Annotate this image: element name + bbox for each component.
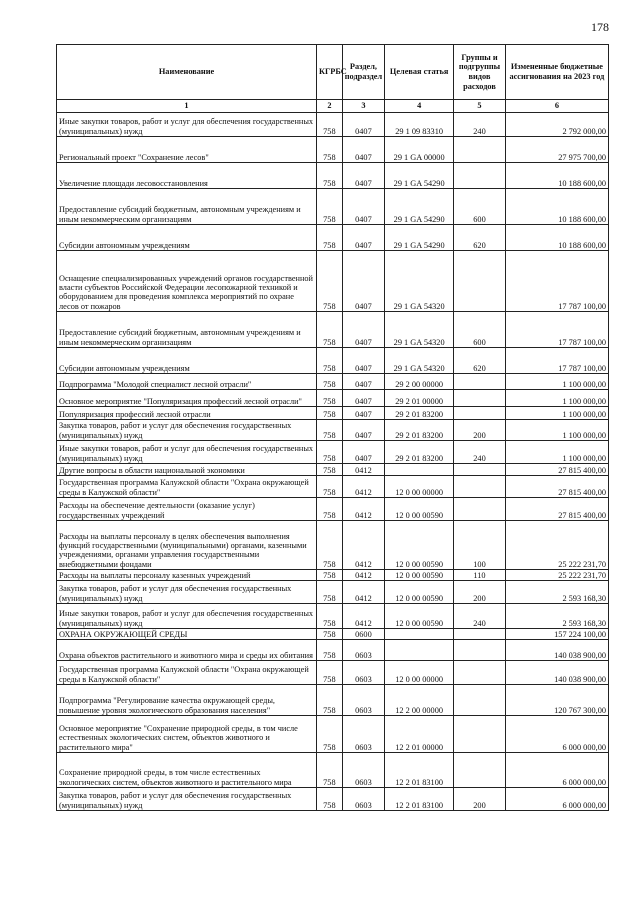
- row-kgrbs: 758: [317, 251, 343, 312]
- row-section: 0407: [342, 113, 384, 137]
- row-section: 0407: [342, 189, 384, 225]
- row-kgrbs: 758: [317, 581, 343, 604]
- row-section: 0603: [342, 788, 384, 811]
- row-target: 12 0 00 00590: [385, 570, 454, 581]
- row-amount: 17 787 100,00: [505, 312, 608, 348]
- row-name: Основное мероприятие "Сохранение природной среды, в том числе естественных экологических систем, объектов животного и растительного мира": [57, 716, 317, 753]
- row-section: 0412: [342, 570, 384, 581]
- row-target: 12 0 00 00590: [385, 521, 454, 570]
- row-target: 12 0 00 00000: [385, 661, 454, 685]
- row-name: Расходы на выплаты персоналу в целях обеспечения выполнения функций государственными (муниципальными) органами, казенными учреждениями, органами управления государственными внебюджетными фондами: [57, 521, 317, 570]
- row-group: 200: [454, 581, 506, 604]
- column-number: 2: [317, 100, 343, 113]
- row-amount: 1 100 000,00: [505, 441, 608, 464]
- header-target: Целевая статья: [385, 45, 454, 100]
- row-name: ОХРАНА ОКРУЖАЮЩЕЙ СРЕДЫ: [57, 629, 317, 640]
- row-amount: 6 000 000,00: [505, 716, 608, 753]
- table-row: [57, 788, 609, 811]
- table-row: [57, 390, 609, 407]
- row-name: Другие вопросы в области национальной экономики: [57, 464, 317, 476]
- table-row: [57, 629, 609, 640]
- table-row: [57, 640, 609, 661]
- table-row: [57, 407, 609, 420]
- row-target: 29 2 01 83200: [385, 407, 454, 420]
- row-section: 0407: [342, 137, 384, 163]
- row-group: [454, 390, 506, 407]
- table-row: [57, 189, 609, 225]
- row-kgrbs: 758: [317, 570, 343, 581]
- row-group: [454, 374, 506, 390]
- row-kgrbs: 758: [317, 137, 343, 163]
- row-group: [454, 251, 506, 312]
- table-row: [57, 476, 609, 498]
- row-name: Иные закупки товаров, работ и услуг для обеспечения государственных (муниципальных) нужд: [57, 604, 317, 629]
- row-amount: 2 792 000,00: [505, 113, 608, 137]
- row-section: 0603: [342, 753, 384, 788]
- row-target: 29 2 01 83200: [385, 441, 454, 464]
- table-row: [57, 498, 609, 521]
- header-kgrbs: КГРБС: [317, 45, 343, 100]
- row-section: 0407: [342, 251, 384, 312]
- page-number: 178: [591, 20, 609, 34]
- row-group: [454, 464, 506, 476]
- row-amount: 1 100 000,00: [505, 407, 608, 420]
- row-section: 0407: [342, 420, 384, 441]
- table-row: [57, 113, 609, 137]
- header-amount: Измененные бюджетные ассигнования на 2023 год: [505, 45, 608, 100]
- row-target: 12 2 01 83100: [385, 753, 454, 788]
- row-name: Предоставление субсидий бюджетным, автономным учреждениям и иным некоммерческим организациям: [57, 312, 317, 348]
- row-section: 0407: [342, 407, 384, 420]
- row-target: 12 0 00 00590: [385, 581, 454, 604]
- row-group: [454, 661, 506, 685]
- row-section: 0407: [342, 348, 384, 374]
- row-name: Основное мероприятие "Популяризация профессий лесной отрасли": [57, 390, 317, 407]
- row-group: [454, 407, 506, 420]
- row-amount: 10 188 600,00: [505, 189, 608, 225]
- row-kgrbs: 758: [317, 312, 343, 348]
- row-target: 29 1 GA 54320: [385, 251, 454, 312]
- row-section: 0412: [342, 498, 384, 521]
- row-group: 240: [454, 604, 506, 629]
- row-target: 12 0 00 00590: [385, 498, 454, 521]
- row-section: 0603: [342, 685, 384, 716]
- row-amount: 27 815 400,00: [505, 498, 608, 521]
- header-name: Наименование: [57, 45, 317, 100]
- row-name: Сохранение природной среды, в том числе естественных экологических систем, объектов животного и растительного мира: [57, 753, 317, 788]
- row-name: Закупка товаров, работ и услуг для обеспечения государственных (муниципальных) нужд: [57, 420, 317, 441]
- row-section: 0600: [342, 629, 384, 640]
- budget-table: [56, 44, 609, 811]
- row-target: 12 0 00 00000: [385, 476, 454, 498]
- row-group: [454, 640, 506, 661]
- row-group: 240: [454, 113, 506, 137]
- row-name: Расходы на выплаты персоналу казенных учреждений: [57, 570, 317, 581]
- row-amount: 25 222 231,70: [505, 570, 608, 581]
- row-target: 29 2 01 00000: [385, 390, 454, 407]
- row-section: 0412: [342, 521, 384, 570]
- row-amount: 1 100 000,00: [505, 420, 608, 441]
- row-amount: 157 224 100,00: [505, 629, 608, 640]
- column-number: 5: [454, 100, 506, 113]
- row-group: 620: [454, 348, 506, 374]
- row-kgrbs: 758: [317, 498, 343, 521]
- row-name: Закупка товаров, работ и услуг для обеспечения государственных (муниципальных) нужд: [57, 788, 317, 811]
- table-row: [57, 661, 609, 685]
- table-header-row: [57, 45, 609, 100]
- row-group: 600: [454, 312, 506, 348]
- row-amount: 6 000 000,00: [505, 788, 608, 811]
- row-target: 12 2 01 83100: [385, 788, 454, 811]
- row-name: Государственная программа Калужской области "Охрана окружающей среды в Калужской области": [57, 476, 317, 498]
- row-group: [454, 476, 506, 498]
- column-number: 6: [505, 100, 608, 113]
- row-name: Субсидии автономным учреждениям: [57, 348, 317, 374]
- row-target: [385, 629, 454, 640]
- row-amount: 27 975 700,00: [505, 137, 608, 163]
- row-amount: 10 188 600,00: [505, 163, 608, 189]
- row-kgrbs: 758: [317, 604, 343, 629]
- row-kgrbs: 758: [317, 685, 343, 716]
- row-amount: 140 038 900,00: [505, 640, 608, 661]
- row-section: 0412: [342, 581, 384, 604]
- row-kgrbs: 758: [317, 390, 343, 407]
- row-amount: 17 787 100,00: [505, 348, 608, 374]
- table-row: [57, 753, 609, 788]
- row-group: [454, 753, 506, 788]
- column-number-row: [57, 100, 609, 113]
- row-name: Государственная программа Калужской области "Охрана окружающей среды в Калужской области": [57, 661, 317, 685]
- row-target: 29 1 09 83310: [385, 113, 454, 137]
- header-group: Группы и подгруппы видов расходов: [454, 45, 506, 100]
- row-group: 620: [454, 225, 506, 251]
- row-name: Подпрограмма "Регулирование качества окружающей среды, повышение уровня экологического образования населения": [57, 685, 317, 716]
- row-kgrbs: 758: [317, 225, 343, 251]
- row-group: 200: [454, 788, 506, 811]
- table-row: [57, 464, 609, 476]
- row-target: 29 1 GA 54320: [385, 348, 454, 374]
- row-name: Иные закупки товаров, работ и услуг для обеспечения государственных (муниципальных) нужд: [57, 113, 317, 137]
- row-group: 200: [454, 420, 506, 441]
- row-kgrbs: 758: [317, 476, 343, 498]
- row-target: 29 1 GA 54320: [385, 312, 454, 348]
- row-kgrbs: 758: [317, 374, 343, 390]
- table-row: [57, 374, 609, 390]
- row-group: [454, 629, 506, 640]
- row-kgrbs: 758: [317, 716, 343, 753]
- table-row: [57, 521, 609, 570]
- column-number: 3: [342, 100, 384, 113]
- row-group: [454, 716, 506, 753]
- row-name: Предоставление субсидий бюджетным, автономным учреждениям и иным некоммерческим организациям: [57, 189, 317, 225]
- row-name: Региональный проект "Сохранение лесов": [57, 137, 317, 163]
- row-kgrbs: 758: [317, 629, 343, 640]
- row-group: 600: [454, 189, 506, 225]
- table-row: [57, 685, 609, 716]
- row-kgrbs: 758: [317, 163, 343, 189]
- row-section: 0603: [342, 716, 384, 753]
- row-target: 12 2 00 00000: [385, 685, 454, 716]
- row-section: 0407: [342, 163, 384, 189]
- row-group: 110: [454, 570, 506, 581]
- table-row: [57, 163, 609, 189]
- row-kgrbs: 758: [317, 521, 343, 570]
- row-name: Закупка товаров, работ и услуг для обеспечения государственных (муниципальных) нужд: [57, 581, 317, 604]
- row-amount: 6 000 000,00: [505, 753, 608, 788]
- row-name: Субсидии автономным учреждениям: [57, 225, 317, 251]
- row-section: 0412: [342, 464, 384, 476]
- row-amount: 140 038 900,00: [505, 661, 608, 685]
- row-kgrbs: 758: [317, 788, 343, 811]
- table-row: [57, 716, 609, 753]
- row-amount: 2 593 168,30: [505, 604, 608, 629]
- row-name: Популяризация профессий лесной отрасли: [57, 407, 317, 420]
- row-section: 0412: [342, 604, 384, 629]
- row-section: 0412: [342, 476, 384, 498]
- column-number: 1: [57, 100, 317, 113]
- row-name: Оснащение специализированных учреждений органов государственной власти субъектов Российской Федерации лесопожарной техникой и оборудованием для проведения комплекса мероприятий по охране лесов от пожаров: [57, 251, 317, 312]
- row-kgrbs: 758: [317, 113, 343, 137]
- table-row: [57, 225, 609, 251]
- row-target: 29 2 00 00000: [385, 374, 454, 390]
- row-kgrbs: 758: [317, 640, 343, 661]
- row-target: 29 1 GA 54290: [385, 189, 454, 225]
- row-name: Охрана объектов растительного и животного мира и среды их обитания: [57, 640, 317, 661]
- row-kgrbs: 758: [317, 420, 343, 441]
- row-amount: 2 593 168,30: [505, 581, 608, 604]
- row-section: 0407: [342, 374, 384, 390]
- row-target: 12 2 01 00000: [385, 716, 454, 753]
- table-row: [57, 312, 609, 348]
- row-kgrbs: 758: [317, 441, 343, 464]
- header-section: Раздел, подраздел: [342, 45, 384, 100]
- row-amount: 10 188 600,00: [505, 225, 608, 251]
- row-group: [454, 163, 506, 189]
- row-section: 0407: [342, 312, 384, 348]
- row-section: 0603: [342, 640, 384, 661]
- row-group: [454, 498, 506, 521]
- row-section: 0603: [342, 661, 384, 685]
- row-kgrbs: 758: [317, 407, 343, 420]
- row-name: Увеличение площади лесовосстановления: [57, 163, 317, 189]
- table-row: [57, 137, 609, 163]
- row-kgrbs: 758: [317, 661, 343, 685]
- row-section: 0407: [342, 441, 384, 464]
- row-name: Иные закупки товаров, работ и услуг для обеспечения государственных (муниципальных) нужд: [57, 441, 317, 464]
- row-amount: 27 815 400,00: [505, 476, 608, 498]
- row-name: Расходы на обеспечение деятельности (оказание услуг) государственных учреждений: [57, 498, 317, 521]
- row-amount: 17 787 100,00: [505, 251, 608, 312]
- row-amount: 120 767 300,00: [505, 685, 608, 716]
- table-row: [57, 604, 609, 629]
- row-amount: 27 815 400,00: [505, 464, 608, 476]
- table-row: [57, 251, 609, 312]
- row-target: 12 0 00 00590: [385, 604, 454, 629]
- row-kgrbs: 758: [317, 189, 343, 225]
- table-row: [57, 348, 609, 374]
- table-row: [57, 420, 609, 441]
- row-target: [385, 464, 454, 476]
- row-amount: 25 222 231,70: [505, 521, 608, 570]
- row-target: 29 2 01 83200: [385, 420, 454, 441]
- row-kgrbs: 758: [317, 464, 343, 476]
- row-group: 100: [454, 521, 506, 570]
- row-kgrbs: 758: [317, 348, 343, 374]
- row-group: [454, 137, 506, 163]
- row-amount: 1 100 000,00: [505, 390, 608, 407]
- row-section: 0407: [342, 225, 384, 251]
- row-amount: 1 100 000,00: [505, 374, 608, 390]
- row-target: 29 1 GA 00000: [385, 137, 454, 163]
- table-row: [57, 570, 609, 581]
- row-section: 0407: [342, 390, 384, 407]
- row-group: 240: [454, 441, 506, 464]
- row-target: 29 1 GA 54290: [385, 225, 454, 251]
- row-group: [454, 685, 506, 716]
- table-row: [57, 581, 609, 604]
- table-row: [57, 441, 609, 464]
- column-number: 4: [385, 100, 454, 113]
- row-kgrbs: 758: [317, 753, 343, 788]
- row-target: [385, 640, 454, 661]
- row-target: 29 1 GA 54290: [385, 163, 454, 189]
- row-name: Подпрограмма "Молодой специалист лесной отрасли": [57, 374, 317, 390]
